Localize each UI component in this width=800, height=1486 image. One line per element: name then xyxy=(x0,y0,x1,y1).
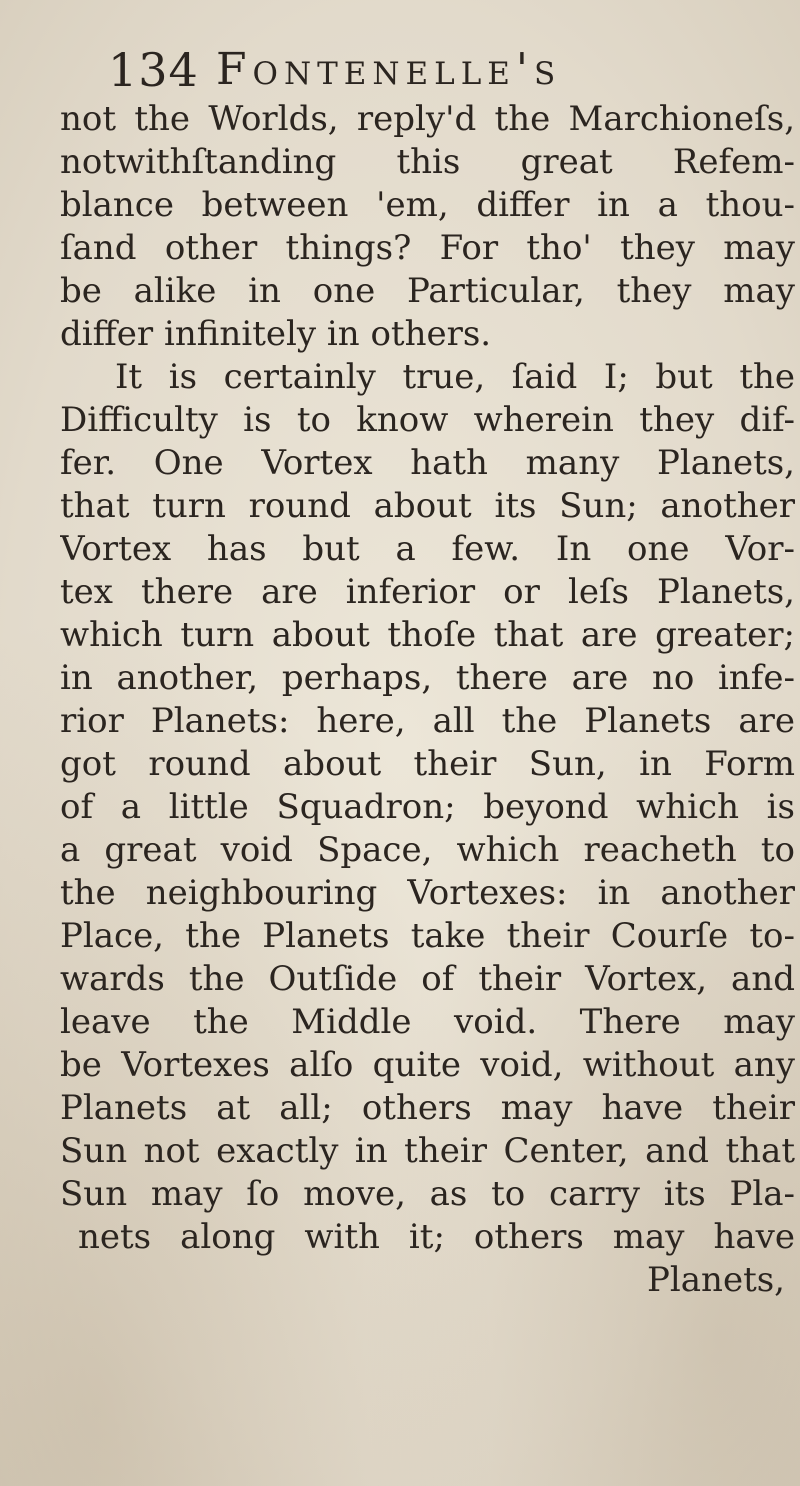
body-text xyxy=(60,98,795,1302)
text-line: which turn about thoſe that are greater; xyxy=(60,615,795,655)
text-line: a great void Space, which reacheth to xyxy=(60,830,795,870)
text-line: that turn round about its Sun; another xyxy=(60,486,795,526)
text-line: tex there are inferior or leſs Planets, xyxy=(60,572,795,612)
text-line: Place, the Planets take their Courſe to- xyxy=(60,916,795,956)
text-line: in another, perhaps, there are no infe- xyxy=(60,658,795,698)
catchword: Planets, xyxy=(647,1260,785,1300)
text-line: be Vortexes alſo quite void, without any xyxy=(60,1045,795,1085)
text-line: wards the Outſide of their Vortex, and xyxy=(60,959,795,999)
text-line: Vortex has but a few. In one Vor- xyxy=(60,529,795,569)
text-line: the neighbouring Vortexes: in another xyxy=(60,873,795,913)
text-line: ſand other things? For tho' they may xyxy=(60,228,795,268)
text-line: blance between 'em, differ in a thou- xyxy=(60,185,795,225)
text-line: of a little Squadron; beyond which is xyxy=(60,787,795,827)
text-line: fer. One Vortex hath many Planets, xyxy=(60,443,795,483)
text-line: notwithſtanding this great Refem- xyxy=(60,142,795,182)
text-line: Sun may ſo move, as to carry its Pla- xyxy=(60,1174,795,1214)
running-head: Fontenelle's xyxy=(216,44,562,95)
text-line: nets along with it; others may have xyxy=(78,1217,795,1257)
text-line: rior Planets: here, all the Planets are xyxy=(60,701,795,741)
text-line: not the Worlds, reply'd the Marchioneſs, xyxy=(60,99,795,139)
page-number: 134 xyxy=(108,43,199,97)
page-header xyxy=(108,40,668,100)
text-line: got round about their Sun, in Form xyxy=(60,744,795,784)
text-line: be alike in one Particular, they may xyxy=(60,271,795,311)
text-line: Difficulty is to know wherein they dif- xyxy=(60,400,795,440)
text-line: Sun not exactly in their Center, and that xyxy=(60,1131,795,1171)
text-line: It is certainly true, ſaid I; but the xyxy=(115,357,795,397)
text-line: Planets at all; others may have their xyxy=(60,1088,795,1128)
text-line: leave the Middle void. There may xyxy=(60,1002,795,1042)
text-line: differ infinitely in others. xyxy=(60,314,492,354)
